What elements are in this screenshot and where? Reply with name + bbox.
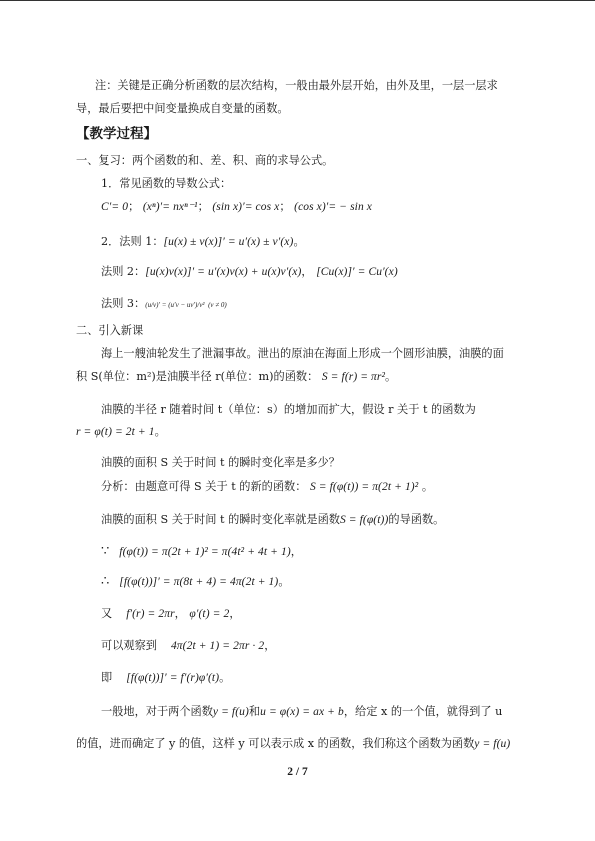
rule-1 — [101, 234, 305, 250]
rate-text-2: 的导函数。 — [388, 513, 445, 526]
formula-power: (xⁿ)′= nxⁿ⁻¹ — [142, 201, 198, 213]
derivative-formulas — [101, 199, 372, 215]
paragraph-2-line-1: 油膜的半径 r 随着时间 t（单位：s）的增加而扩大，假设 r 关于 t 的函数为 — [101, 403, 476, 416]
analysis-end: 。 — [421, 480, 434, 493]
rule-2-formula-product: [u(x)v(x)]′ = u′(x)v(x) + u(x)v′(x) — [145, 266, 302, 278]
rate-line — [101, 512, 444, 528]
rate-text-1: 油膜的面积 S 关于时间 t 的瞬时变化率就是函数 — [101, 513, 340, 526]
paragraph-2-end: 。 — [154, 425, 166, 438]
formula-separator: ； — [279, 200, 291, 213]
because-end: ， — [290, 545, 302, 558]
ie-end: 。 — [219, 671, 231, 684]
rule-2-separator: ， — [301, 265, 313, 278]
outer-derivative-formula: f′(r) = 2πr — [126, 608, 175, 620]
paragraph-2-line-2 — [76, 424, 166, 440]
rule-2-label: 法则 2： — [101, 265, 146, 278]
also-line — [101, 606, 241, 622]
rule-3 — [101, 296, 227, 313]
observe-label: 可以观察到 — [101, 639, 157, 652]
radius-formula: r = φ(t) = 2t + 1 — [76, 426, 155, 438]
analysis-line — [101, 479, 433, 495]
formula-sin: (sin x)′= cos x — [212, 201, 280, 213]
chain-rule-formula: [f(φ(t))]′ = f′(r)φ′(t) — [126, 672, 220, 684]
rule-1-formula: [u(x) ± v(x)]′ = u′(x) ± v′(x) — [163, 236, 294, 248]
paragraph-1-text: 积 S(单位：m²)是油膜半径 r(单位：m)的函数： — [76, 370, 319, 383]
general-formula-outer: y = f(u) — [212, 706, 249, 718]
rule-2 — [101, 264, 398, 280]
question-line: 油膜的面积 S 关于时间 t 的瞬时变化率是多少？ — [101, 456, 340, 469]
observe-line — [101, 638, 275, 654]
section-heading: 【教学过程】 — [76, 126, 157, 142]
inner-derivative-formula: φ′(t) = 2 — [189, 608, 230, 620]
formula-cos: (cos x)′= − sin x — [294, 201, 372, 213]
general-line-1 — [101, 704, 502, 720]
rule-3-formula: (u/v)′ = (u′v − uv′)/v² — [145, 301, 205, 309]
rate-formula: S = f(φ(t)) — [339, 514, 389, 526]
rule-1-label: 2．法则 1： — [101, 235, 164, 248]
paragraph-1-end: 。 — [385, 370, 397, 383]
section2-title: 二、引入新课 — [76, 324, 144, 337]
ie-line — [101, 670, 230, 686]
paragraph-1-line-1: 海上一艘油轮发生了泄漏事故。泄出的原油在海面上形成一个圆形油膜，油膜的面 — [101, 347, 504, 360]
also-separator: ， — [174, 607, 186, 620]
section1-item1: 1．常见函数的导数公式： — [101, 177, 232, 190]
general-line-2-text: 的值，进而确定了 y 的值，这样 y 可以表示成 x 的函数，我们称这个函数为函数 — [76, 737, 475, 750]
therefore-symbol: ∴ — [101, 574, 110, 589]
page-number: 2 / 7 — [287, 766, 308, 778]
rule-3-label: 法则 3： — [101, 297, 146, 310]
general-line-2-formula: y = f(u) — [474, 738, 511, 750]
therefore-line — [101, 574, 290, 590]
therefore-formula: [f(φ(t))]′ = π(8t + 4) = 4π(2t + 1) — [119, 576, 279, 588]
also-label: 又 — [101, 607, 113, 620]
note-line-2: 导，最后要把中间变量换成自变量的函数。 — [76, 102, 289, 115]
area-formula: S = f(r) = πr² — [321, 371, 386, 383]
general-line-2 — [76, 736, 510, 752]
paragraph-1-line-2 — [76, 369, 396, 385]
note-line-1: 注：关键是正确分析函数的层次结构，一般由最外层开始，由外及里，一层一层求 — [95, 79, 498, 92]
because-formula: f(φ(t)) = π(2t + 1)² = π(4t² + 4t + 1) — [119, 546, 291, 558]
general-text-3: ，给定 x 的一个值，就得到了 u — [343, 705, 503, 718]
general-text-2: 和 — [248, 705, 261, 718]
ie-label: 即 — [101, 671, 113, 684]
rule-3-condition: (v ≠ 0) — [208, 301, 227, 309]
formula-separator: ； — [197, 200, 209, 213]
observe-end: ， — [264, 639, 276, 652]
because-line — [101, 544, 302, 560]
section1-title: 一、复习：两个函数的和、差、积、商的求导公式。 — [76, 154, 334, 167]
therefore-end: 。 — [278, 575, 290, 588]
general-text-1: 一般地，对于两个函数 — [101, 705, 213, 718]
rule-1-end: 。 — [293, 235, 305, 248]
general-formula-inner: u = φ(x) = ax + b — [260, 706, 344, 718]
composite-function-formula: S = f(φ(t)) = π(2t + 1)² — [309, 481, 419, 493]
because-symbol: ∵ — [101, 544, 110, 559]
formula-separator: ； — [128, 200, 140, 213]
also-end: ， — [229, 607, 241, 620]
observe-formula: 4π(2t + 1) = 2πr · 2 — [170, 640, 265, 652]
formula-constant: C′= 0 — [101, 201, 129, 213]
analysis-text: 分析：由题意可得 S 关于 t 的新的函数： — [101, 480, 307, 493]
rule-2-formula-constant: [Cu(x)]′ = Cu′(x) — [316, 266, 398, 278]
